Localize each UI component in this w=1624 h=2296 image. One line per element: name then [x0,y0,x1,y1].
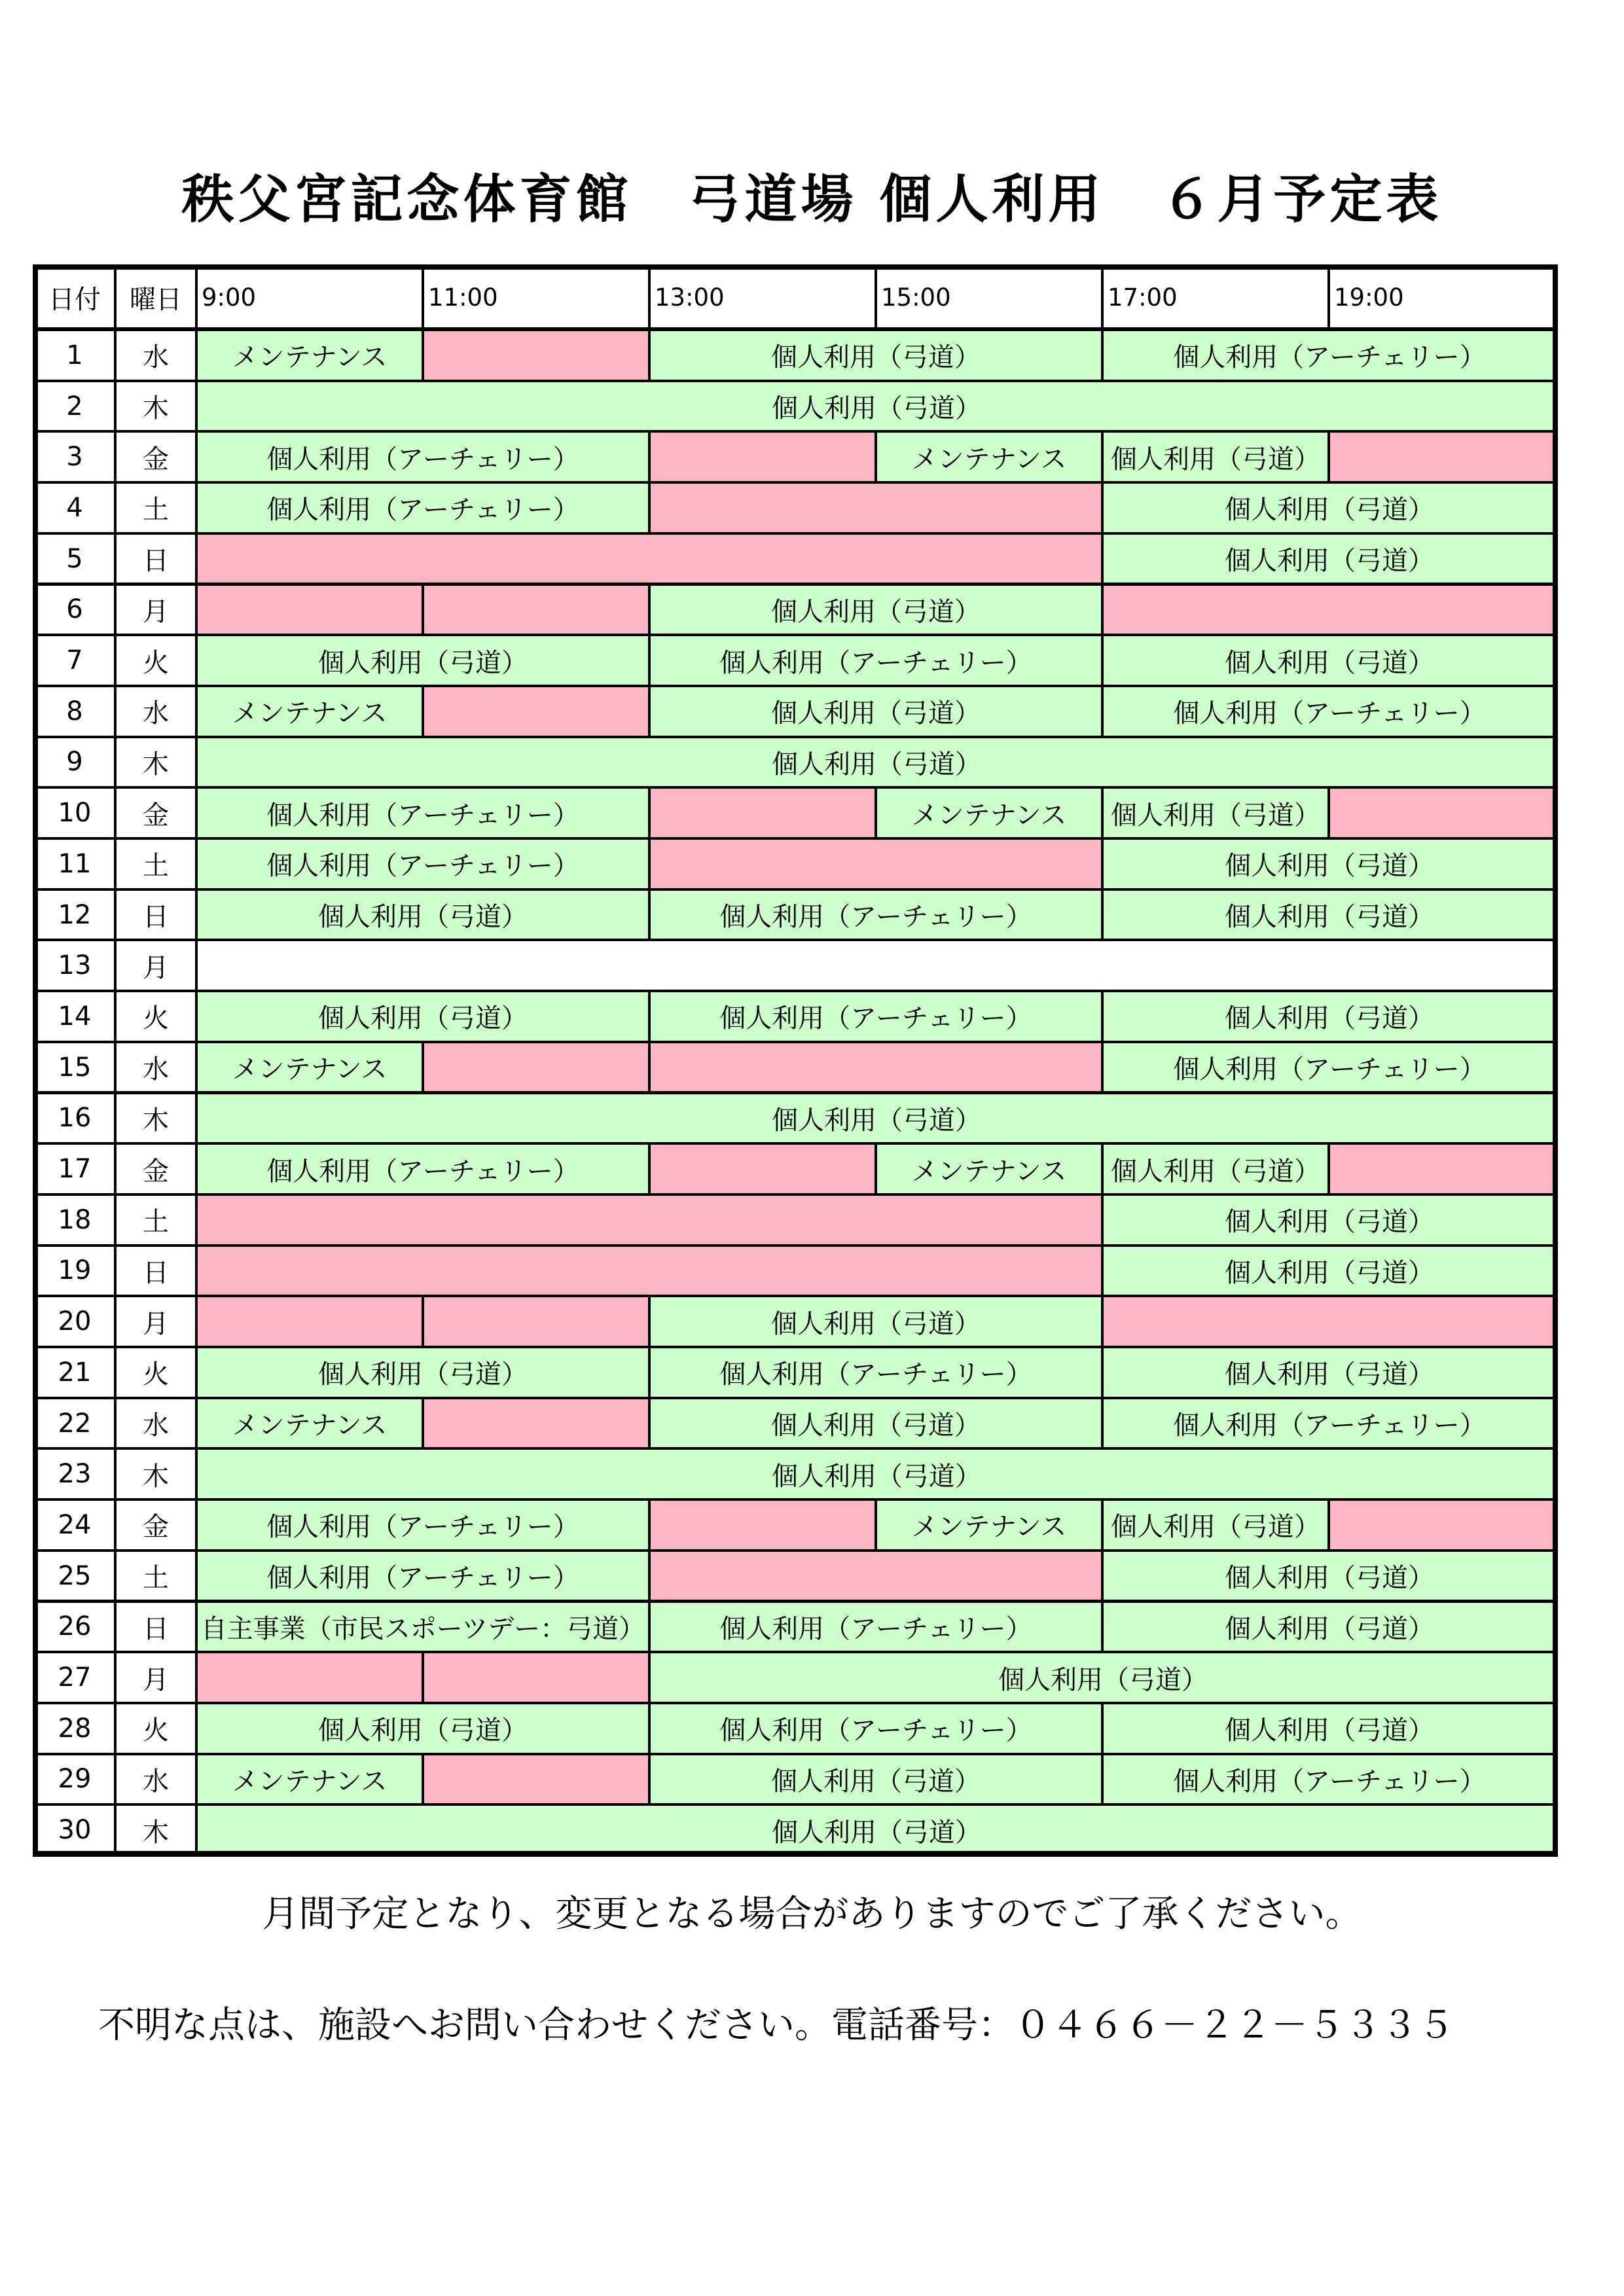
schedule-slot: 個人利用（アーチェリー） [1101,685,1558,738]
weekday-cell: 水 [114,1041,198,1094]
date-cell: 27 [33,1651,117,1704]
date-cell: 21 [33,1346,117,1399]
schedule-slot: 個人利用（弓道） [195,1447,1558,1501]
empty-slot [1327,786,1558,840]
date-cell: 29 [33,1753,117,1806]
date-cell: 3 [33,430,117,484]
schedule-slot: 個人利用（弓道） [648,1397,1104,1450]
time-header-9: 9:00 [195,264,424,330]
date-cell: 23 [33,1447,117,1501]
weekday-cell: 月 [114,939,198,992]
empty-slot [648,1142,877,1196]
empty-slot [195,1244,1104,1298]
weekday-column-header: 曜日 [114,264,198,330]
schedule-slot: 個人利用（弓道） [195,380,1558,433]
schedule-slot: 個人利用（弓道） [1101,1498,1330,1552]
schedule-slot: 個人利用（弓道） [1101,634,1558,687]
schedule-slot: メンテナンス [195,1753,424,1806]
schedule-slot: 個人利用（弓道） [195,888,651,942]
schedule-slot: 個人利用（アーチェリー） [1101,1753,1558,1806]
schedule-slot: 個人利用（弓道） [195,1803,1558,1857]
time-header-13: 13:00 [648,264,877,330]
schedule-slot: 個人利用（弓道） [648,329,1104,382]
date-cell: 18 [33,1193,117,1247]
schedule-slot: 個人利用（弓道） [648,1295,1104,1348]
empty-slot [422,1041,651,1094]
date-cell: 26 [33,1600,117,1654]
time-header-17: 17:00 [1101,264,1330,330]
schedule-slot: 個人利用（弓道） [195,990,651,1043]
schedule-slot: メンテナンス [875,430,1104,484]
weekday-cell: 金 [114,1498,198,1552]
schedule-slot: 個人利用（弓道） [648,1651,1558,1704]
date-cell: 17 [33,1142,117,1196]
page-title: 秩父宮記念体育館 弓道場 個人利用 ６月予定表 [181,169,1443,230]
weekday-cell: 日 [114,888,198,942]
empty-slot [422,1397,651,1450]
schedule-slot: 個人利用（アーチェリー） [648,1346,1104,1399]
empty-slot [648,430,877,484]
schedule-slot: 個人利用（弓道） [1101,837,1558,891]
schedule-slot: 個人利用（弓道） [195,634,651,687]
schedule-slot: メンテナンス [195,1041,424,1094]
schedule-slot: 個人利用（弓道） [1101,786,1330,840]
time-header-19: 19:00 [1327,264,1558,330]
schedule-slot: 個人利用（弓道） [1101,1142,1330,1196]
weekday-cell: 土 [114,481,198,535]
schedule-slot: メンテナンス [875,1498,1104,1552]
weekday-cell: 木 [114,736,198,789]
date-cell: 28 [33,1702,117,1755]
schedule-slot: 個人利用（アーチェリー） [195,1142,651,1196]
empty-slot [422,1753,651,1806]
weekday-cell: 土 [114,1549,198,1603]
date-cell: 1 [33,329,117,382]
date-cell: 25 [33,1549,117,1603]
schedule-slot: 個人利用（弓道） [195,736,1558,789]
schedule-slot: 個人利用（弓道） [1101,1193,1558,1247]
schedule-slot: 個人利用（アーチェリー） [195,430,651,484]
date-cell: 2 [33,380,117,433]
schedule-slot: 個人利用（弓道） [1101,1346,1558,1399]
empty-slot [648,1498,877,1552]
weekday-cell: 月 [114,583,198,637]
date-cell: 22 [33,1397,117,1450]
empty-slot [195,1295,424,1348]
empty-slot [1101,583,1558,637]
schedule-slot: 個人利用（弓道） [1101,1702,1558,1755]
schedule-slot: メンテナンス [195,685,424,738]
empty-slot [195,1651,424,1704]
schedule-slot: 個人利用（弓道） [1101,1600,1558,1654]
weekday-cell: 木 [114,380,198,433]
weekday-cell: 土 [114,1193,198,1247]
date-cell: 30 [33,1803,117,1857]
empty-slot [648,481,1104,535]
schedule-slot: 個人利用（弓道） [648,685,1104,738]
date-cell: 8 [33,685,117,738]
date-cell: 14 [33,990,117,1043]
schedule-slot: 個人利用（アーチェリー） [648,634,1104,687]
schedule-slot: 個人利用（アーチェリー） [648,1702,1104,1755]
schedule-slot: 個人利用（アーチェリー） [648,888,1104,942]
date-cell: 24 [33,1498,117,1552]
weekday-cell: 水 [114,685,198,738]
empty-slot [195,583,424,637]
empty-slot [1327,1142,1558,1196]
schedule-slot: 個人利用（アーチェリー） [195,1549,651,1603]
schedule-slot: 個人利用（弓道） [195,1346,651,1399]
date-cell: 9 [33,736,117,789]
weekday-cell: 月 [114,1295,198,1348]
weekday-cell: 木 [114,1092,198,1145]
empty-slot [1327,1498,1558,1552]
schedule-slot: 個人利用（アーチェリー） [195,837,651,891]
schedule-slot: 個人利用（アーチェリー） [195,481,651,535]
empty-slot [422,1295,651,1348]
schedule-slot: 個人利用（弓道） [1101,1244,1558,1298]
weekday-cell: 火 [114,1702,198,1755]
date-cell: 12 [33,888,117,942]
schedule-slot: メンテナンス [875,786,1104,840]
schedule-slot: 個人利用（弓道） [195,1702,651,1755]
weekday-cell: 金 [114,1142,198,1196]
date-cell: 15 [33,1041,117,1094]
weekday-cell: 木 [114,1447,198,1501]
date-cell: 16 [33,1092,117,1145]
weekday-cell: 水 [114,329,198,382]
empty-slot [195,532,1104,586]
weekday-cell: 火 [114,1346,198,1399]
schedule-slot: 個人利用（アーチェリー） [648,1600,1104,1654]
weekday-cell: 月 [114,1651,198,1704]
weekday-cell: 水 [114,1397,198,1450]
schedule-slot: 個人利用（アーチェリー） [1101,1041,1558,1094]
weekday-cell: 日 [114,1600,198,1654]
time-header-15: 15:00 [875,264,1104,330]
weekday-cell: 金 [114,430,198,484]
empty-slot [1327,430,1558,484]
weekday-cell: 火 [114,990,198,1043]
schedule-slot: 自主事業（市民スポーツデー：弓道） [195,1600,651,1654]
weekday-cell: 水 [114,1753,198,1806]
schedule-slot: 個人利用（弓道） [1101,481,1558,535]
weekday-cell: 土 [114,837,198,891]
weekday-cell: 火 [114,634,198,687]
schedule-slot: メンテナンス [875,1142,1104,1196]
schedule-slot: 個人利用（弓道） [648,583,1104,637]
empty-slot [422,685,651,738]
weekday-cell: 日 [114,532,198,586]
empty-slot [195,1193,1104,1247]
weekday-cell: 日 [114,1244,198,1298]
empty-slot [422,329,651,382]
date-cell: 10 [33,786,117,840]
empty-slot [648,786,877,840]
empty-slot [648,837,1104,891]
schedule-slot: 個人利用（弓道） [648,1753,1104,1806]
date-cell: 11 [33,837,117,891]
weekday-cell: 木 [114,1803,198,1857]
schedule-slot: 個人利用（弓道） [1101,532,1558,586]
schedule-slot: 個人利用（アーチェリー） [648,990,1104,1043]
schedule-slot: 個人利用（弓道） [1101,888,1558,942]
empty-slot [195,939,1558,992]
schedule-slot: 個人利用（アーチェリー） [195,786,651,840]
empty-slot [422,583,651,637]
schedule-slot: 個人利用（アーチェリー） [195,1498,651,1552]
date-cell: 20 [33,1295,117,1348]
empty-slot [648,1549,1104,1603]
schedule-slot: 個人利用（弓道） [1101,430,1330,484]
empty-slot [422,1651,651,1704]
schedule-notice: 月間予定となり、変更となる場合がありますのでご了承ください。 [262,1893,1362,1935]
empty-slot [1101,1295,1558,1348]
date-cell: 13 [33,939,117,992]
weekday-cell: 金 [114,786,198,840]
schedule-slot: 個人利用（弓道） [195,1092,1558,1145]
schedule-slot: 個人利用（アーチェリー） [1101,1397,1558,1450]
date-cell: 6 [33,583,117,637]
schedule-slot: 個人利用（弓道） [1101,990,1558,1043]
contact-notice: 不明な点は、施設へお問い合わせください。電話番号：０４６６－２２－５３３５ [98,2004,1454,2047]
schedule-slot: メンテナンス [195,1397,424,1450]
date-cell: 4 [33,481,117,535]
schedule-table [33,264,1558,1856]
date-cell: 5 [33,532,117,586]
time-header-11: 11:00 [422,264,651,330]
date-column-header: 日付 [33,264,117,330]
date-cell: 7 [33,634,117,687]
schedule-slot: 個人利用（アーチェリー） [1101,329,1558,382]
date-cell: 19 [33,1244,117,1298]
empty-slot [648,1041,1104,1094]
schedule-slot: 個人利用（弓道） [1101,1549,1558,1603]
schedule-slot: メンテナンス [195,329,424,382]
